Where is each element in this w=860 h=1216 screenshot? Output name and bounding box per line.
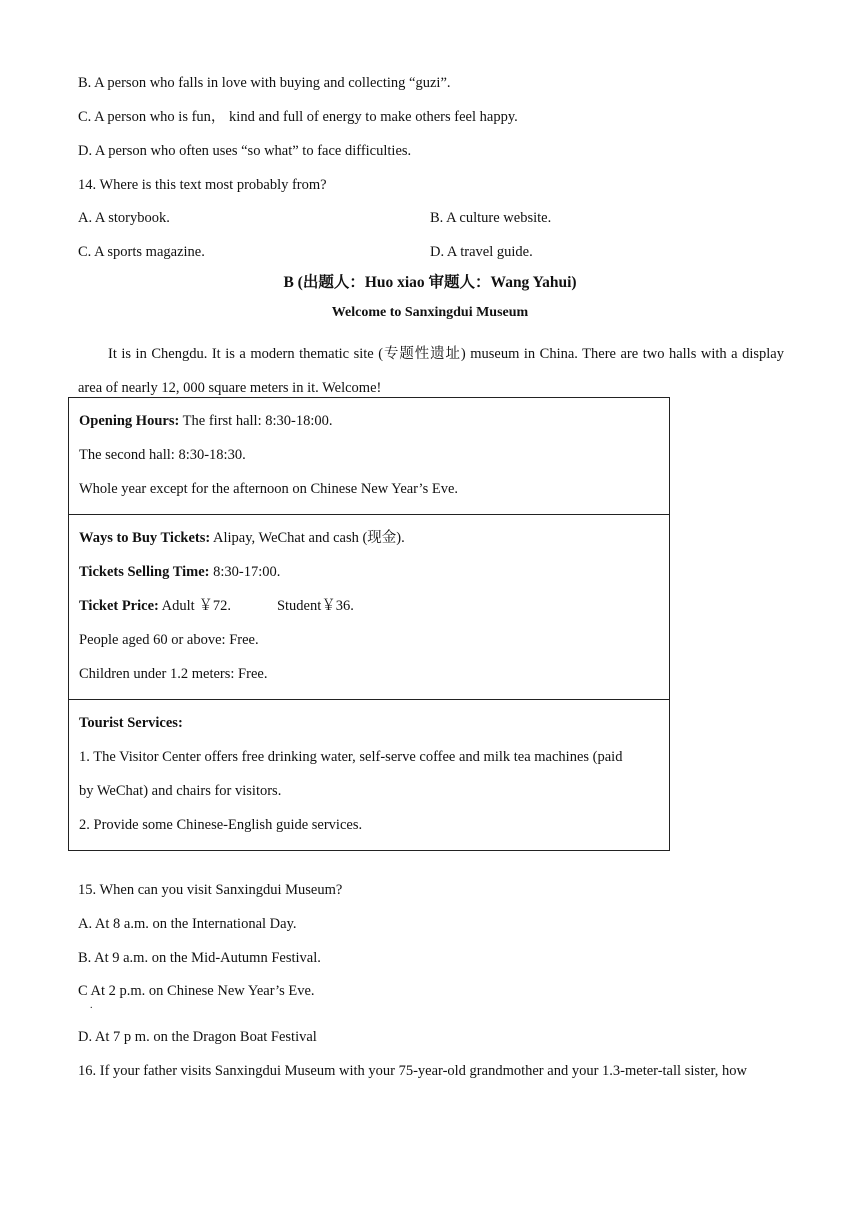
aged-free-row: People aged 60 or above: Free. [79, 632, 259, 648]
q14-question: 14. Where is this text most probably from? [78, 177, 327, 193]
section-b-heading: B (出题人：Huo xiao 审题人：Wang Yahui) [283, 274, 577, 291]
q13-option-c: C. A person who is fun， kind and full of energy to make others feel happy. [78, 109, 518, 125]
q15-option-b: B. At 9 a.m. on the Mid-Autumn Festival. [78, 950, 321, 966]
q15-option-c: C At 2 p.m. on Chinese New Year’s Eve. [78, 983, 315, 999]
q16-question: 16. If your father visits Sanxingdui Museum with your 75-year-old grandmother and your 1.3-meter-tall sister, how [78, 1063, 747, 1079]
selling-value: 8:30-17:00. [209, 564, 281, 580]
ticket-price-row [79, 589, 659, 623]
museum-info-table [68, 397, 670, 851]
services-label: Tourist Services: [79, 715, 183, 731]
ways-to-buy-row [79, 521, 659, 555]
ways-label: Ways to Buy Tickets: [79, 530, 211, 546]
selling-label: Tickets Selling Time: [79, 564, 210, 580]
services-label-row [79, 706, 659, 740]
q15-question: 15. When can you visit Sanxingdui Museum? [78, 882, 343, 898]
opening-first-value: The first hall: 8:30-18:00. [179, 413, 333, 429]
q13-option-d: D. A person who often uses “so what” to face difficulties. [78, 143, 412, 159]
ways-value: Alipay, WeChat and cash (现金). [210, 530, 405, 546]
service-2: 2. Provide some Chinese-English guide services. [79, 817, 363, 833]
opening-hours-label: Opening Hours: [79, 413, 180, 429]
opening-note: Whole year except for the afternoon on Chinese New Year’s Eve. [79, 481, 459, 497]
price-label: Ticket Price: [79, 598, 159, 614]
children-free-row: Children under 1.2 meters: Free. [79, 666, 268, 682]
q14-option-d: D. A travel guide. [430, 244, 533, 260]
passage-title: Welcome to Sanxingdui Museum [331, 305, 529, 320]
q13-option-b: B. A person who falls in love with buying and collecting “guzi”. [78, 75, 451, 91]
q15-option-d: D. At 7 p m. on the Dragon Boat Festival [78, 1029, 317, 1045]
service-1-line-1: 1. The Visitor Center offers free drinking water, self-serve coffee and milk tea machines (paid [79, 749, 623, 765]
tickets-section [69, 514, 669, 699]
q14-option-c: C. A sports magazine. [78, 244, 205, 260]
q15-option-a: A. At 8 a.m. on the International Day. [78, 916, 297, 932]
service-1-line-2: by WeChat) and chairs for visitors. [79, 783, 282, 799]
opening-second-hall: The second hall: 8:30-18:30. [79, 447, 246, 463]
price-adult: Adult ￥72. [158, 598, 231, 614]
services-section [69, 699, 669, 850]
passage-intro [78, 337, 784, 405]
q15-option-c-dot: . [90, 1000, 93, 1011]
q14-option-a: A. A storybook. [78, 210, 170, 226]
q14-option-b: B. A culture website. [430, 210, 552, 226]
price-student: Student￥36. [276, 598, 354, 614]
passage-intro-text: It is in Chengdu. It is a modern thematic site (专题性遗址) museum in China. There are two halls with a display area of nearly 12, 000 square meters in it. Welcome! [78, 346, 784, 396]
selling-time-row [79, 555, 659, 589]
opening-hours-section [69, 398, 669, 514]
opening-first-hall [79, 404, 659, 438]
